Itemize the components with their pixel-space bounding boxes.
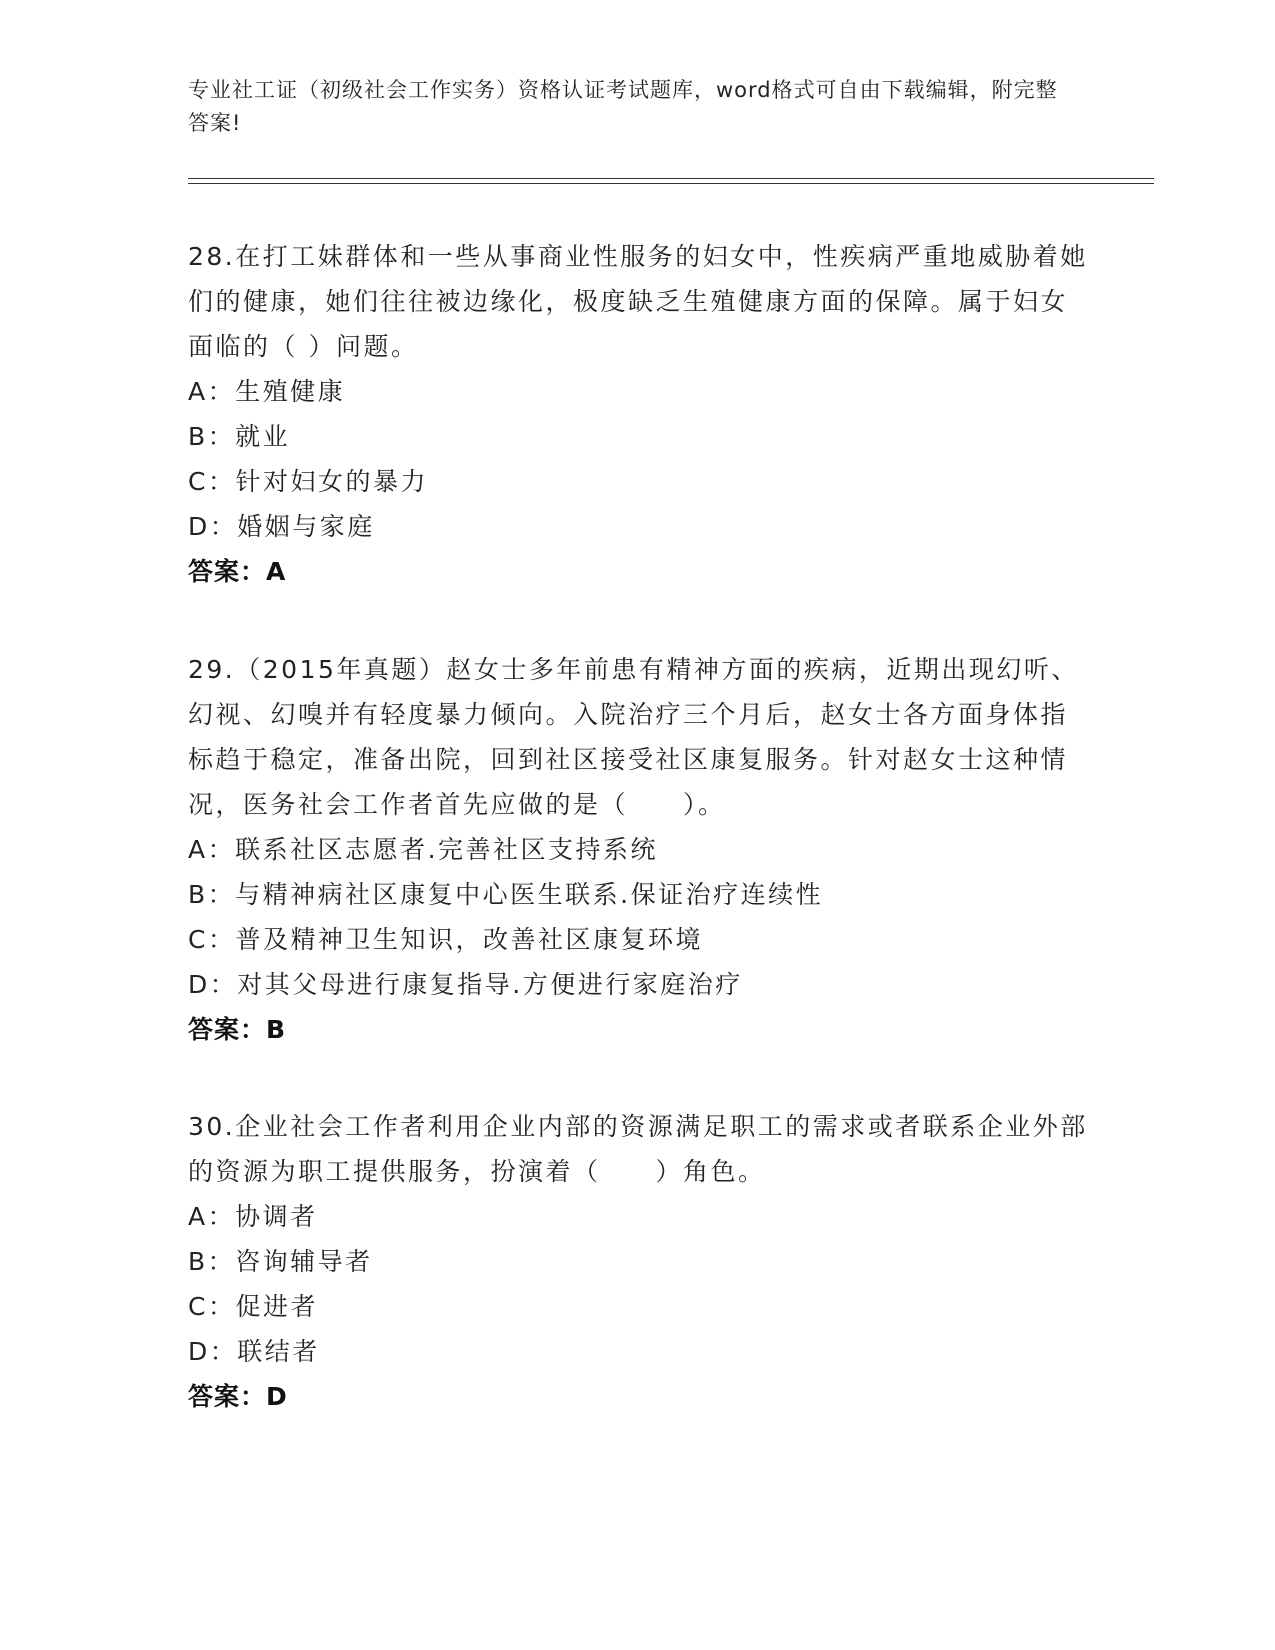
option-b: B：与精神病社区康复中心医生联系.保证治疗连续性 — [188, 880, 824, 909]
question-stem: 28.在打工妹群体和一些从事商业性服务的妇女中，性疾病严重地威胁着她们的健康，她们往往被边缘化，极度缺乏生殖健康方面的保障。属于妇女面临的（ ）问题。 — [188, 242, 1088, 361]
option-a: A：联系社区志愿者.完善社区支持系统 — [188, 835, 659, 864]
option-a: A：协调者 — [188, 1202, 318, 1231]
option-d: D：婚姻与家庭 — [188, 512, 375, 541]
option-c: C：普及精神卫生知识，改善社区康复环境 — [188, 925, 703, 954]
header-divider-bottom — [188, 183, 1154, 184]
question-28 — [188, 234, 1088, 594]
header-divider-top — [188, 178, 1154, 179]
document-header: 专业社工证（初级社会工作实务）资格认证考试题库，word格式可自由下载编辑，附完整答案! — [188, 78, 1058, 135]
option-c: C：促进者 — [188, 1292, 318, 1321]
question-29 — [188, 647, 1088, 1052]
answer-text: 答案：D — [188, 1382, 288, 1411]
option-d: D：对其父母进行康复指导.方便进行家庭治疗 — [188, 970, 743, 999]
option-b: B：咨询辅导者 — [188, 1247, 373, 1276]
option-c: C：针对妇女的暴力 — [188, 467, 428, 496]
question-30 — [188, 1104, 1088, 1419]
answer-text: 答案：B — [188, 1015, 287, 1044]
question-stem: 29.（2015年真题）赵女士多年前患有精神方面的疾病，近期出现幻听、幻视、幻嗅并有轻度暴力倾向。入院治疗三个月后，赵女士各方面身体指标趋于稳定，准备出院，回到社区接受社区康复服务。针对赵女士这种情况，医务社会工作者首先应做的是（ ）。 — [188, 655, 1079, 819]
option-d: D：联结者 — [188, 1337, 320, 1366]
question-stem: 30.企业社会工作者利用企业内部的资源满足职工的需求或者联系企业外部的资源为职工提供服务，扮演着（ ）角色。 — [188, 1112, 1088, 1186]
option-a: A：生殖健康 — [188, 377, 346, 406]
answer-text: 答案：A — [188, 557, 287, 586]
option-b: B：就业 — [188, 422, 291, 451]
